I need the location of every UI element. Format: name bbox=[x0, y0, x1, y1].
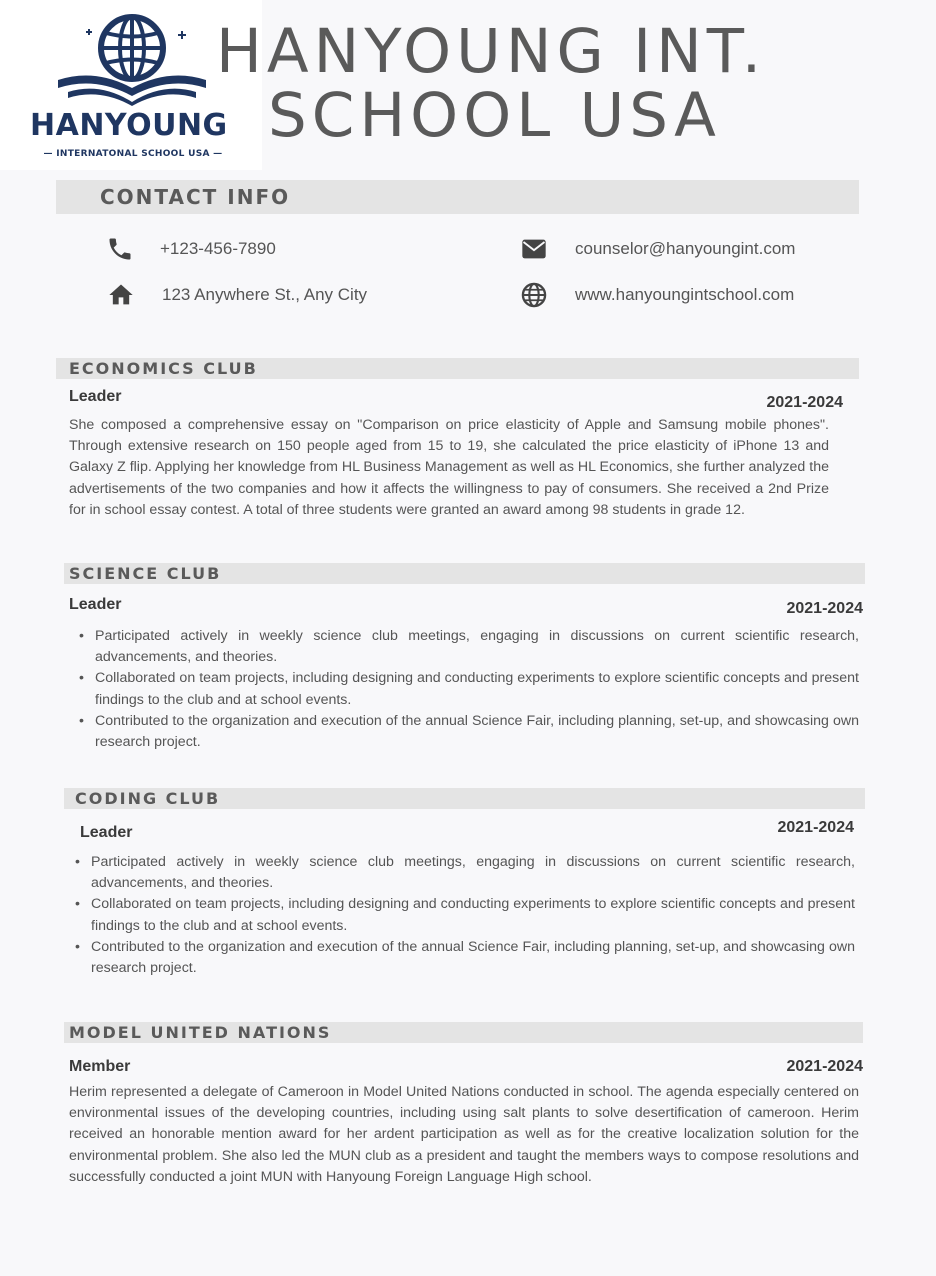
school-title bbox=[210, 16, 930, 151]
list-item: • Contributed to the organization and execution of the annual Science Fair, including planning, set-up, and showcasing own research project. bbox=[91, 937, 855, 979]
home-icon bbox=[106, 281, 136, 309]
science-dates: 2021-2024 bbox=[786, 600, 863, 617]
logo-wordmark: HANYOUNG bbox=[30, 108, 228, 143]
email-link[interactable]: counselor@hanyoungint.com bbox=[575, 239, 796, 258]
mun-dates: 2021-2024 bbox=[786, 1058, 863, 1075]
mun-heading-band bbox=[64, 1022, 863, 1043]
globe-book-logo-icon bbox=[50, 10, 215, 108]
contact-website[interactable] bbox=[519, 281, 794, 309]
contact-heading-band bbox=[56, 180, 859, 214]
economics-description: She composed a comprehensive essay on "Comparison on price elasticity of Apple and Samsung mobile phones". Through extensive research on 150 people aged from 15 to 19, she calculated the price elasticity of iPhone 13 and Galaxy Z flip. Applying her knowledge from HL Business Management as well as HL Economics, she further analyzed the advertisements of the two companies and how it affects the willingness to pay of consumers. She received a 2nd Prize for in school essay contest. A total of three students were granted an award among 98 students in grade 12. bbox=[69, 417, 829, 518]
science-heading: SCIENCE CLUB bbox=[69, 564, 222, 583]
contact-heading: CONTACT INFO bbox=[100, 185, 291, 209]
list-item: • Participated actively in weekly science club meetings, engaging in discussions on current scientific research, advancements, and theories. bbox=[91, 852, 855, 894]
phone-text: +123-456-7890 bbox=[160, 239, 276, 258]
coding-heading: CODING CLUB bbox=[75, 789, 221, 808]
science-heading-band bbox=[64, 563, 865, 584]
mail-icon bbox=[519, 235, 549, 263]
science-bullets bbox=[73, 626, 859, 753]
address-text: 123 Anywhere St., Any City bbox=[162, 285, 368, 304]
coding-bullets bbox=[69, 852, 855, 979]
globe-icon bbox=[519, 281, 549, 309]
economics-heading-band bbox=[56, 358, 859, 379]
phone-icon bbox=[106, 235, 134, 263]
contact-phone bbox=[106, 235, 276, 263]
science-role: Leader bbox=[69, 596, 122, 613]
contact-email[interactable] bbox=[519, 235, 795, 263]
mun-description: Herim represented a delegate of Cameroon in Model United Nations conducted in school. The agenda especially centered on environmental issues of the developing countries, including using salt plants to solve desertification of cameroon. Herim received an honorable mention award for her ardent participation as well as for the creative localization solution for the environmental problem. She also led the MUN club as a president and taught the members ways to compose resolutions and successfully conducted a joint MUN with Hanyoung Foreign Language High school. bbox=[69, 1084, 859, 1185]
economics-role: Leader bbox=[69, 388, 122, 405]
coding-dates: 2021-2024 bbox=[777, 819, 854, 836]
logo-subtitle: — INTERNATONAL SCHOOL USA — bbox=[43, 149, 223, 159]
contact-address bbox=[106, 281, 367, 309]
school-title-line2: SCHOOL USA bbox=[268, 80, 721, 151]
list-item: • Participated actively in weekly science club meetings, engaging in discussions on current scientific research, advancements, and theories. bbox=[95, 626, 859, 668]
coding-role: Leader bbox=[80, 824, 133, 841]
mun-heading: MODEL UNITED NATIONS bbox=[69, 1023, 332, 1042]
economics-dates: 2021-2024 bbox=[766, 394, 843, 411]
mun-role: Member bbox=[69, 1058, 131, 1075]
list-item: • Collaborated on team projects, including designing and conducting experiments to explore scientific concepts and present findings to the club and at school events. bbox=[91, 894, 855, 936]
website-link[interactable]: www.hanyoungintschool.com bbox=[575, 285, 795, 304]
economics-heading: ECONOMICS CLUB bbox=[69, 359, 258, 378]
list-item: • Collaborated on team projects, including designing and conducting experiments to explore scientific concepts and present findings to the club and at school events. bbox=[95, 668, 859, 710]
list-item: • Contributed to the organization and execution of the annual Science Fair, including planning, set-up, and showcasing own research project. bbox=[95, 711, 859, 753]
school-title-line1: HANYOUNG INT. bbox=[216, 16, 767, 87]
coding-heading-band bbox=[64, 788, 865, 809]
